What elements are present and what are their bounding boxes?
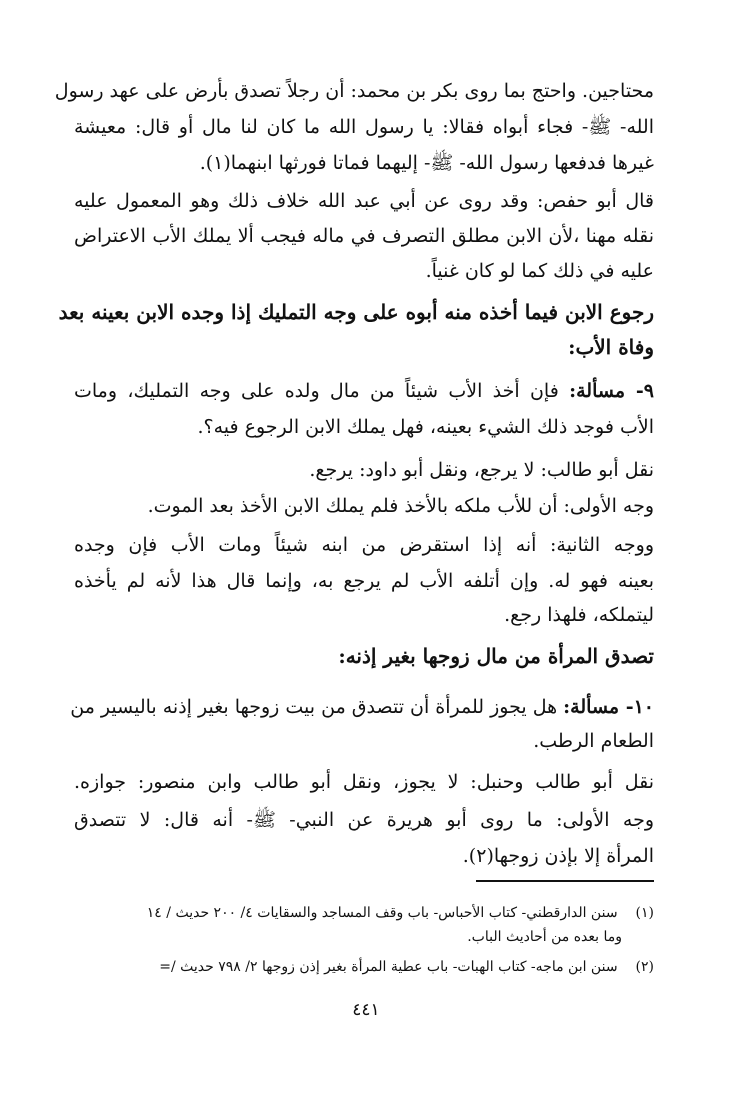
section-heading: وفاة الأب: [568, 335, 654, 359]
footnote-1-cont: وما بعده من أحاديث الباب. [467, 929, 622, 945]
footnote-number: (٢) [635, 959, 654, 975]
body-line: محتاجين. واحتج بما روى بكر بن محمد: أن رجلاً تصدق بأرض على عهد رسول [54, 80, 654, 102]
body-line: ليتملكه، فلهذا رجع. [504, 604, 654, 626]
masala-10-label: ١٠- مسألة: [563, 696, 654, 718]
body-line: عليه في ذلك كما لو كان غنياً. [425, 260, 654, 282]
body-line: وجه الأولى: ما روى أبو هريرة عن النبي- ﷺ- أنه قال: لا تتصدق [74, 809, 654, 831]
masala-10-text: هل يجوز للمرأة أن تتصدق من بيت زوجها بغير إذنه باليسير من [70, 696, 558, 718]
body-line: ووجه الثانية: أنه إذا استقرض من ابنه شيئاً ومات الأب فإن وجده [74, 534, 654, 556]
footnote-text: سنن ابن ماجه- كتاب الهبات- باب عطية المرأة بغير إذن زوجها ٢/ ٧٩٨ حديث /= [159, 959, 618, 975]
footnote-number: (١) [635, 905, 654, 921]
body-line: قال أبو حفص: وقد روى عن أبي عبد الله خلاف ذلك وهو المعمول عليه [74, 190, 654, 212]
body-line: الأب فوجد ذلك الشيء بعينه، فهل يملك الابن الرجوع فيه؟. [197, 416, 654, 438]
page-number: ٤٤١ [352, 1000, 380, 1020]
body-line: نقله مهنا ،لأن الابن مطلق التصرف في ماله فيجب ألا يملك الأب الاعتراض [74, 225, 654, 247]
body-line: وجه الأولى: أن للأب ملكه بالأخذ فلم يملك الابن الأخذ بعد الموت. [147, 495, 654, 517]
footnote-2 [34, 956, 654, 978]
body-line: الطعام الرطب. [533, 730, 654, 752]
masala-10-line [70, 692, 654, 722]
footnote-separator [476, 880, 654, 882]
body-line: الله- ﷺ- فجاء أبواه فقالا: يا رسول الله ما كان لنا مال أو قال: معيشة [74, 116, 654, 138]
body-line: بعينه فهو له. وإن أتلفه الأب لم يرجع به، وإنما قال هذا لأنه لم يأخذه [74, 570, 654, 592]
section-heading: تصدق المرأة من مال زوجها بغير إذنه: [338, 644, 654, 668]
footnote-1 [54, 902, 654, 924]
masala-9-line [74, 376, 654, 406]
footnote-text: سنن الدارقطني- كتاب الأحباس- باب وقف المساجد والسقايات ٤/ ٢٠٠ حديث / ١٤ [146, 905, 618, 921]
body-line: غيرها فدفعها رسول الله- ﷺ- إليهما فماتا فورثها ابنهما(١). [199, 152, 654, 174]
body-line: المرأة إلا بإذن زوجها(٢). [462, 845, 654, 867]
section-heading: رجوع الابن فيما أخذه منه أبوه على وجه التمليك إذا وجده الابن بعينه بعد [58, 300, 654, 324]
masala-9-text: فإن أخذ الأب شيئاً من مال ولده على وجه التمليك، ومات [74, 380, 559, 402]
masala-9-label: ٩- مسألة: [569, 380, 654, 402]
body-line: نقل أبو طالب: لا يرجع، ونقل أبو داود: يرجع. [309, 459, 654, 481]
body-line: نقل أبو طالب وحنبل: لا يجوز، ونقل أبو طالب وابن منصور: جوازه. [74, 771, 654, 793]
